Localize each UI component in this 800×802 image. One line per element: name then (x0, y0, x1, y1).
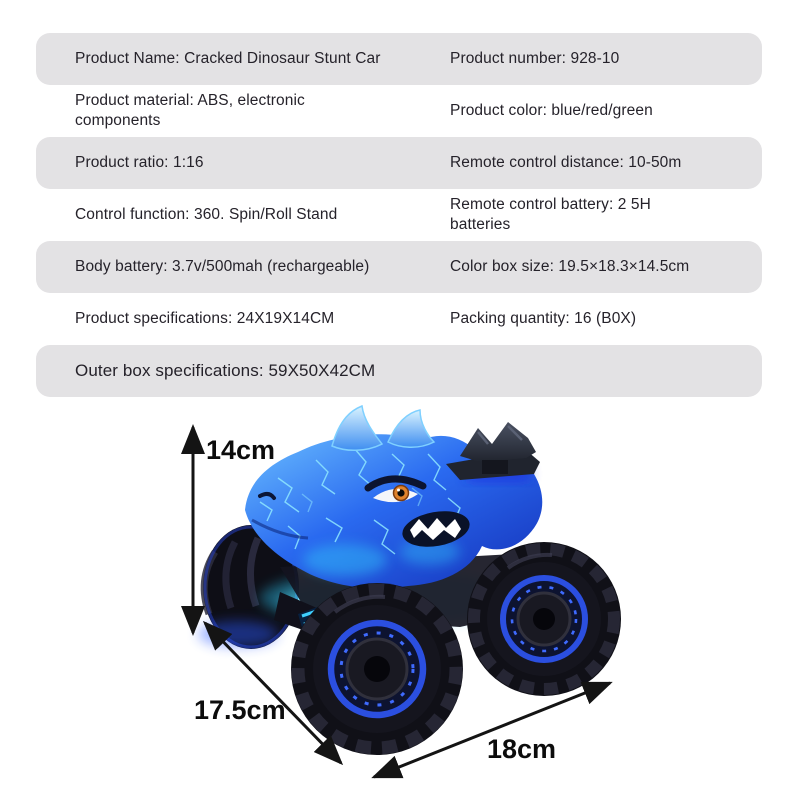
body-battery-cell: Body battery: 3.7v/500mah (rechargeable) (75, 258, 370, 276)
product-specifications-cell: Product specifications: 24X19X14CM (75, 310, 335, 328)
spec-row-ratio-distance (36, 137, 762, 189)
spec-row-material-color (36, 85, 762, 137)
product-material-cell: Product material: ABS, electronic components (75, 92, 305, 129)
right-wheel (467, 542, 621, 696)
color-box-size-cell: Color box size: 19.5×18.3×14.5cm (450, 258, 690, 276)
dorsal-fin-icon (332, 406, 382, 450)
product-name-cell: Product Name: Cracked Dinosaur Stunt Car (75, 50, 381, 68)
packing-quantity-cell: Packing quantity: 16 (B0X) (450, 310, 637, 328)
remote-control-distance-cell: Remote control distance: 10-50m (450, 154, 682, 172)
spec-row-specs-quantity (36, 293, 762, 345)
height-dimension-label: 14cm (206, 435, 276, 465)
spec-row-function-battery (36, 189, 762, 241)
control-function-cell: Control function: 360. Spin/Roll Stand (75, 206, 338, 224)
product-figure (130, 402, 690, 802)
product-color-cell: Product color: blue/red/green (450, 102, 653, 120)
remote-control-battery-cell: Remote control battery: 2 5H batteries (450, 196, 651, 233)
outer-box-specifications-cell: Outer box specifications: 59X50X42CM (75, 361, 376, 381)
spec-row-name-number (36, 33, 762, 85)
dorsal-fin-small-icon (388, 410, 434, 447)
product-ratio-cell: Product ratio: 1:16 (75, 154, 204, 172)
product-number-cell: Product number: 928-10 (450, 50, 620, 68)
front-wheel (291, 583, 463, 755)
spec-table (36, 33, 762, 397)
spec-row-battery-boxsize (36, 241, 762, 293)
width-dimension-label: 18cm (487, 734, 557, 764)
length-dimension-label: 17.5cm (194, 695, 286, 725)
spec-row-outer-box (36, 345, 762, 397)
